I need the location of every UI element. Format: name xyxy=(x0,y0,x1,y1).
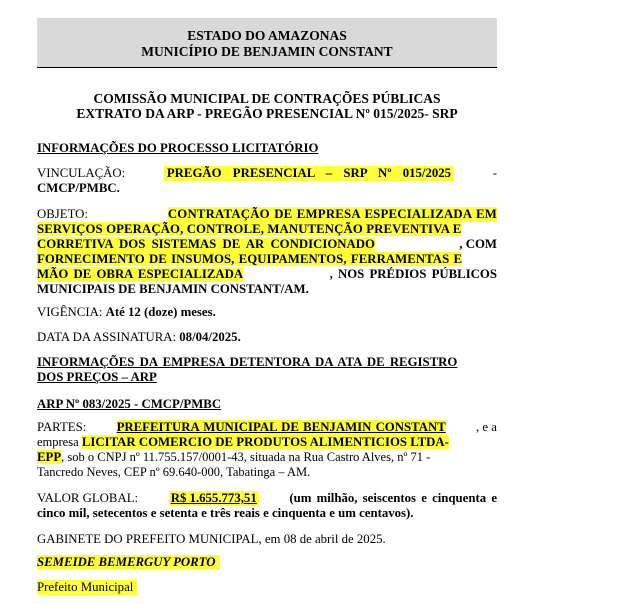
municipality-name: MUNICÍPIO DE BENJAMIN CONSTANT xyxy=(141,44,393,59)
valor-words-line1: (um milhão, seiscentos e cinquenta e xyxy=(289,491,497,505)
partes-address: Tancredo Neves, CEP nº 69.640-000, Tabatinga – AM. xyxy=(37,465,311,479)
vinculacao-label: VINCULAÇÃO: xyxy=(37,166,126,180)
partes-company-b: EPP xyxy=(37,450,62,464)
vigencia-line xyxy=(37,305,216,320)
partes-joiner: , e a xyxy=(476,420,497,434)
commission-line2: EXTRATO DA ARP - PREGÃO PRESENCIAL Nº 015/2025- SRP xyxy=(76,106,458,121)
vinculacao-value: PREGÃO PRESENCIAL – SRP Nº 015/2025 xyxy=(164,166,454,181)
partes-company-prefix: empresa xyxy=(37,435,79,449)
section2-title xyxy=(37,355,497,385)
vigencia-label: VIGÊNCIA: xyxy=(37,305,103,319)
objeto-line3b: , COM xyxy=(459,237,497,251)
valor-words-line2: cinco mil, setecentos e setenta e três reais e cinquenta e um centavos). xyxy=(37,506,414,520)
state-name: ESTADO DO AMAZONAS xyxy=(187,28,347,43)
arp-number: ARP Nº 083/2025 - CMCP/PMBC xyxy=(37,397,222,411)
vinculacao-dash: - xyxy=(492,166,497,180)
section1-title: INFORMAÇÕES DO PROCESSO LICITATÓRIO xyxy=(37,141,319,155)
objeto-line2: SERVIÇOS OPERAÇÃO, CONTROLE, MANUTENÇÃO PREVENTIVA E xyxy=(37,222,462,236)
signer-title: Prefeito Municipal xyxy=(37,580,137,595)
commission-heading xyxy=(37,91,497,121)
partes-company-a: LICITAR COMERCIO DE PRODUTOS ALIMENTICIOS LTDA- xyxy=(81,435,449,449)
partes-label: PARTES: xyxy=(37,420,87,434)
partes-cnpj: , sob o CNPJ nº 11.755.157/0001-43, situada na Rua Castro Alves, nº 71 - xyxy=(61,450,431,464)
assinatura-value: 08/04/2025. xyxy=(179,330,241,344)
valor-value: R$ 1.655.773,51 xyxy=(170,491,257,505)
vinculacao-tail: CMCP/PMBC. xyxy=(37,181,120,195)
objeto-label: OBJETO: xyxy=(37,207,88,221)
objeto-line3a: CORRETIVA DOS SISTEMAS DE AR CONDICIONADO xyxy=(37,237,375,251)
valor-paragraph xyxy=(37,491,497,521)
gabinete-line: GABINETE DO PREFEITO MUNICIPAL, em 08 de abril de 2025. xyxy=(37,532,386,546)
section2-title-line2: DOS PREÇOS – ARP xyxy=(37,370,157,384)
objeto-line4: FORNECIMENTO DE INSUMOS, EQUIPAMENTOS, FERRAMENTAS E xyxy=(37,252,463,266)
objeto-line6: MUNICIPAIS DE BENJAMIN CONSTANT/AM. xyxy=(37,282,309,296)
assinatura-label: DATA DA ASSINATURA: xyxy=(37,330,177,344)
partes-paragraph xyxy=(37,420,497,480)
vinculacao-paragraph xyxy=(37,166,497,196)
valor-label: VALOR GLOBAL: xyxy=(37,491,139,505)
objeto-line5b: , NOS PRÉDIOS PÚBLICOS xyxy=(329,267,497,281)
commission-line1: COMISSÃO MUNICIPAL DE CONTRAÇÕES PÚBLICAS xyxy=(93,91,441,106)
document-header xyxy=(37,18,497,68)
objeto-line5a: MÃO DE OBRA ESPECIALIZADA xyxy=(37,267,244,281)
assinatura-line xyxy=(37,330,241,345)
objeto-paragraph xyxy=(37,207,497,297)
section2-title-line1: INFORMAÇÕES DA EMPRESA DETENTORA DA ATA DE REGISTRO xyxy=(37,355,458,369)
objeto-line1: CONTRATAÇÃO DE EMPRESA ESPECIALIZADA EM xyxy=(167,207,497,221)
partes-party1: PREFEITURA MUNICIPAL DE BENJAMIN CONSTANT xyxy=(116,420,446,434)
signer-name: SEMEIDE BEMERGUY PORTO xyxy=(37,555,220,570)
vigencia-value: Até 12 (doze) meses. xyxy=(105,305,216,319)
